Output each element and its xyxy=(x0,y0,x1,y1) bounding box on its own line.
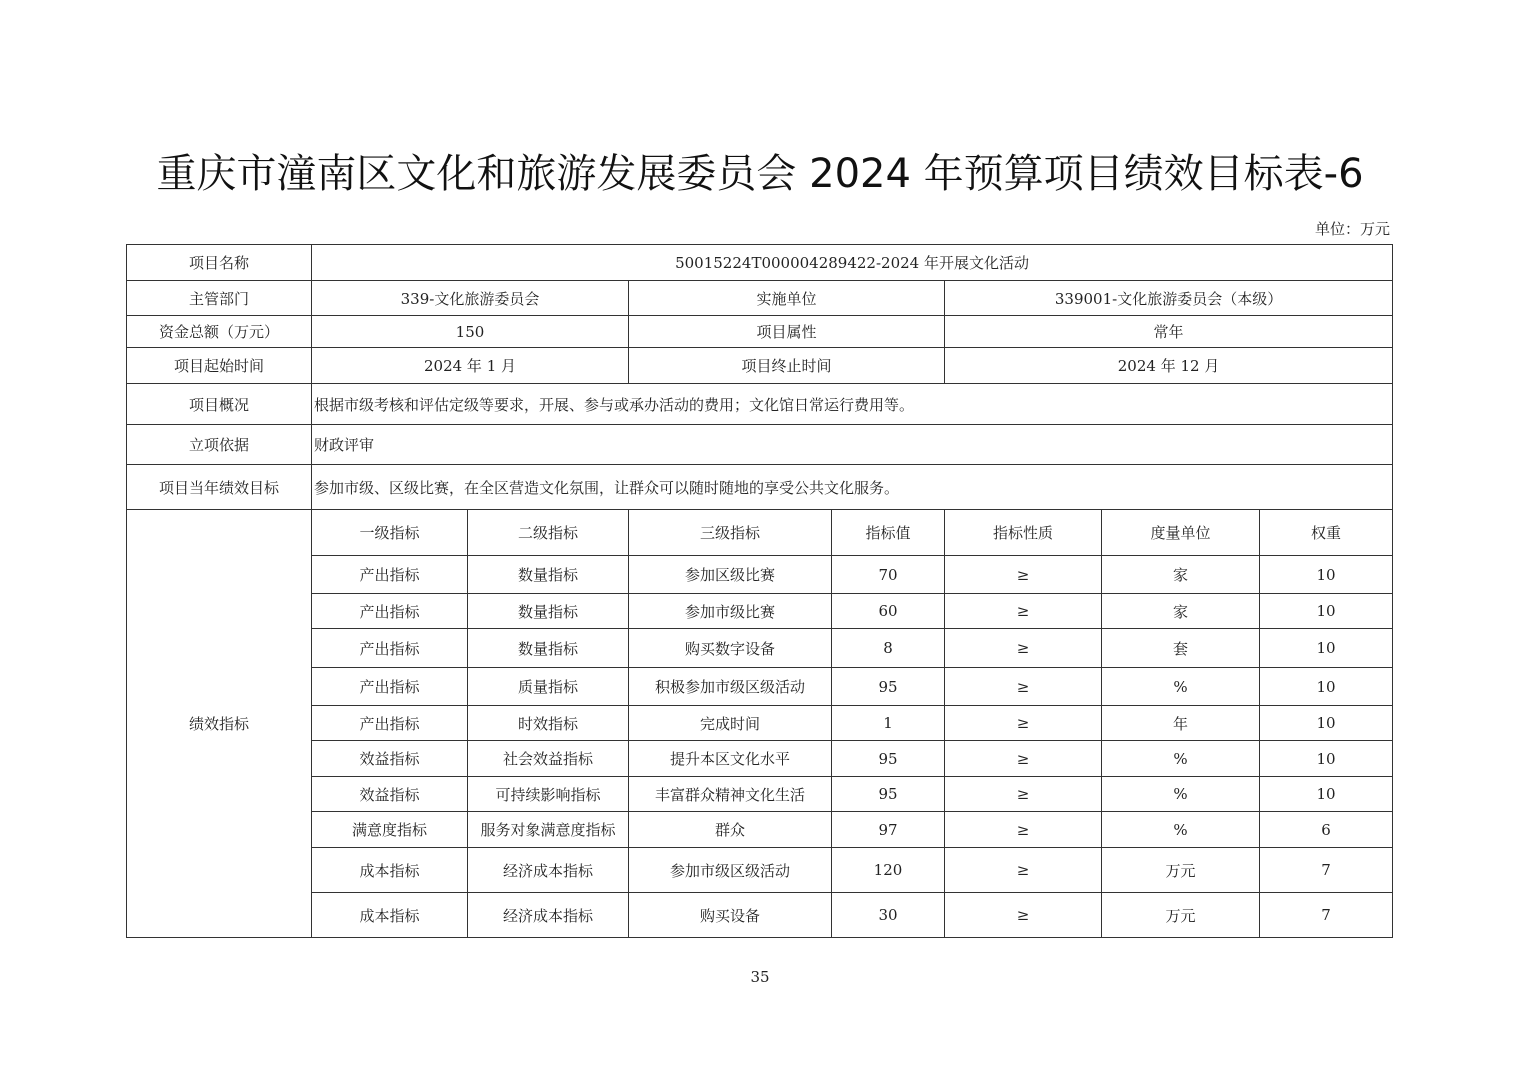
table-row xyxy=(127,893,1393,938)
level2-cell: 时效指标 xyxy=(468,706,629,741)
indicator-header-row xyxy=(127,510,1393,556)
level2-cell: 可持续影响指标 xyxy=(468,777,629,812)
level1-cell: 产出指标 xyxy=(312,668,468,706)
level2-cell: 经济成本指标 xyxy=(468,848,629,893)
table-row xyxy=(127,706,1393,741)
project-name-value: 50015224T000004289422-2024 年开展文化活动 xyxy=(312,245,1393,281)
level3-cell: 完成时间 xyxy=(629,706,832,741)
weight-cell: 10 xyxy=(1260,629,1393,668)
header-value: 指标值 xyxy=(832,510,945,556)
unit-cell: 万元 xyxy=(1102,848,1260,893)
project-attribute-value: 常年 xyxy=(945,316,1393,348)
table-row xyxy=(127,668,1393,706)
end-time-label: 项目终止时间 xyxy=(629,348,945,384)
weight-cell: 7 xyxy=(1260,848,1393,893)
department-value: 339-文化旅游委员会 xyxy=(312,281,629,316)
level2-cell: 经济成本指标 xyxy=(468,893,629,938)
row-department xyxy=(127,281,1393,316)
value-cell: 1 xyxy=(832,706,945,741)
value-cell: 30 xyxy=(832,893,945,938)
value-cell: 95 xyxy=(832,741,945,777)
table-row xyxy=(127,741,1393,777)
unit-cell: 套 xyxy=(1102,629,1260,668)
row-annual-goal xyxy=(127,465,1393,510)
value-cell: 95 xyxy=(832,668,945,706)
weight-cell: 10 xyxy=(1260,706,1393,741)
basis-value: 财政评审 xyxy=(312,425,1393,465)
nature-cell: ≥ xyxy=(945,594,1102,629)
level2-cell: 质量指标 xyxy=(468,668,629,706)
level3-cell: 参加区级比赛 xyxy=(629,556,832,594)
page-number: 35 xyxy=(750,968,770,986)
nature-cell: ≥ xyxy=(945,706,1102,741)
total-funds-label: 资金总额（万元） xyxy=(127,316,312,348)
table-row xyxy=(127,594,1393,629)
level1-cell: 成本指标 xyxy=(312,893,468,938)
unit-cell: 家 xyxy=(1102,556,1260,594)
level3-cell: 提升本区文化水平 xyxy=(629,741,832,777)
nature-cell: ≥ xyxy=(945,893,1102,938)
total-funds-value: 150 xyxy=(312,316,629,348)
end-time-value: 2024 年 12 月 xyxy=(945,348,1393,384)
unit-cell: % xyxy=(1102,777,1260,812)
level3-cell: 购买数字设备 xyxy=(629,629,832,668)
value-cell: 60 xyxy=(832,594,945,629)
nature-cell: ≥ xyxy=(945,668,1102,706)
unit-cell: 年 xyxy=(1102,706,1260,741)
table-row xyxy=(127,812,1393,848)
weight-cell: 10 xyxy=(1260,741,1393,777)
implementing-unit-label: 实施单位 xyxy=(629,281,945,316)
nature-cell: ≥ xyxy=(945,848,1102,893)
annual-goal-value: 参加市级、区级比赛，在全区营造文化氛围，让群众可以随时随地的享受公共文化服务。 xyxy=(312,465,1393,510)
indicators-section-label: 绩效指标 xyxy=(127,510,312,938)
level2-cell: 社会效益指标 xyxy=(468,741,629,777)
annual-goal-label: 项目当年绩效目标 xyxy=(127,465,312,510)
level2-cell: 服务对象满意度指标 xyxy=(468,812,629,848)
level1-cell: 产出指标 xyxy=(312,629,468,668)
weight-cell: 6 xyxy=(1260,812,1393,848)
performance-target-table xyxy=(126,244,1393,938)
level2-cell: 数量指标 xyxy=(468,556,629,594)
nature-cell: ≥ xyxy=(945,556,1102,594)
unit-cell: % xyxy=(1102,812,1260,848)
level1-cell: 产出指标 xyxy=(312,594,468,629)
weight-cell: 7 xyxy=(1260,893,1393,938)
level3-cell: 参加市级比赛 xyxy=(629,594,832,629)
overview-value: 根据市级考核和评估定级等要求，开展、参与或承办活动的费用；文化馆日常运行费用等。 xyxy=(312,384,1393,425)
value-cell: 70 xyxy=(832,556,945,594)
level1-cell: 效益指标 xyxy=(312,777,468,812)
project-attribute-label: 项目属性 xyxy=(629,316,945,348)
level3-cell: 购买设备 xyxy=(629,893,832,938)
row-funds xyxy=(127,316,1393,348)
unit-note: 单位：万元 xyxy=(1314,220,1390,238)
value-cell: 95 xyxy=(832,777,945,812)
level2-cell: 数量指标 xyxy=(468,594,629,629)
header-level2: 二级指标 xyxy=(468,510,629,556)
table-row xyxy=(127,556,1393,594)
header-level3: 三级指标 xyxy=(629,510,832,556)
level1-cell: 效益指标 xyxy=(312,741,468,777)
header-nature: 指标性质 xyxy=(945,510,1102,556)
level3-cell: 群众 xyxy=(629,812,832,848)
department-label: 主管部门 xyxy=(127,281,312,316)
row-overview xyxy=(127,384,1393,425)
level1-cell: 成本指标 xyxy=(312,848,468,893)
value-cell: 8 xyxy=(832,629,945,668)
unit-cell: 万元 xyxy=(1102,893,1260,938)
unit-cell: % xyxy=(1102,741,1260,777)
table-row xyxy=(127,777,1393,812)
nature-cell: ≥ xyxy=(945,741,1102,777)
weight-cell: 10 xyxy=(1260,556,1393,594)
level2-cell: 数量指标 xyxy=(468,629,629,668)
row-dates xyxy=(127,348,1393,384)
nature-cell: ≥ xyxy=(945,812,1102,848)
start-time-value: 2024 年 1 月 xyxy=(312,348,629,384)
document-title: 重庆市潼南区文化和旅游发展委员会 2024 年预算项目绩效目标表-6 xyxy=(156,151,1364,197)
start-time-label: 项目起始时间 xyxy=(127,348,312,384)
table-row xyxy=(127,629,1393,668)
overview-label: 项目概况 xyxy=(127,384,312,425)
row-project-name xyxy=(127,245,1393,281)
unit-cell: % xyxy=(1102,668,1260,706)
value-cell: 120 xyxy=(832,848,945,893)
weight-cell: 10 xyxy=(1260,594,1393,629)
header-unit: 度量单位 xyxy=(1102,510,1260,556)
implementing-unit-value: 339001-文化旅游委员会（本级） xyxy=(945,281,1393,316)
level1-cell: 满意度指标 xyxy=(312,812,468,848)
header-level1: 一级指标 xyxy=(312,510,468,556)
project-name-label: 项目名称 xyxy=(127,245,312,281)
nature-cell: ≥ xyxy=(945,629,1102,668)
level1-cell: 产出指标 xyxy=(312,706,468,741)
weight-cell: 10 xyxy=(1260,668,1393,706)
unit-cell: 家 xyxy=(1102,594,1260,629)
value-cell: 97 xyxy=(832,812,945,848)
level1-cell: 产出指标 xyxy=(312,556,468,594)
level3-cell: 积极参加市级区级活动 xyxy=(629,668,832,706)
basis-label: 立项依据 xyxy=(127,425,312,465)
level3-cell: 参加市级区级活动 xyxy=(629,848,832,893)
table-row xyxy=(127,848,1393,893)
row-basis xyxy=(127,425,1393,465)
weight-cell: 10 xyxy=(1260,777,1393,812)
header-weight: 权重 xyxy=(1260,510,1393,556)
nature-cell: ≥ xyxy=(945,777,1102,812)
level3-cell: 丰富群众精神文化生活 xyxy=(629,777,832,812)
